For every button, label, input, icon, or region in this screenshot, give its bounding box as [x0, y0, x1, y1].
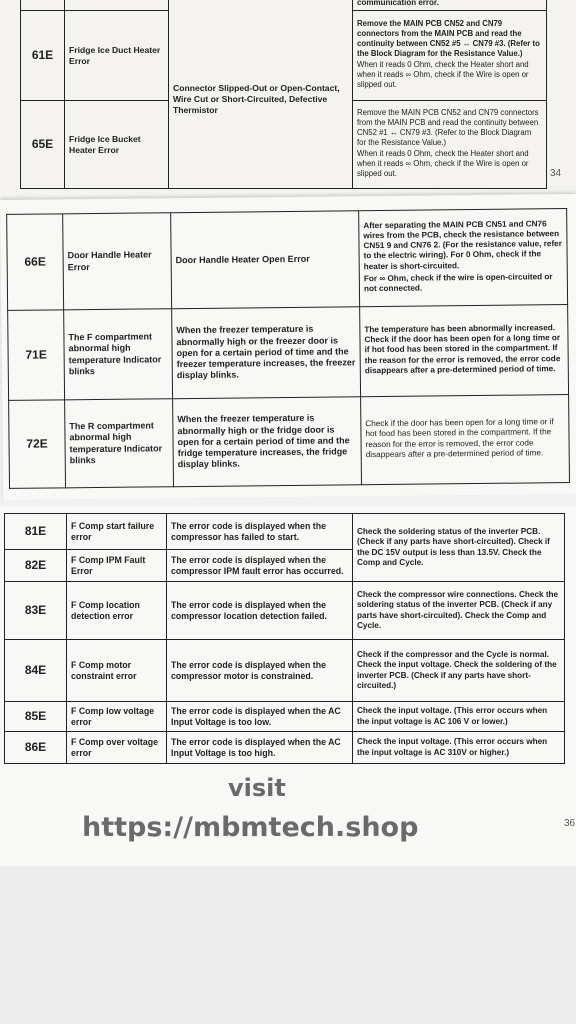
action-line: When it reads 0 Ohm, check the Heater short and when it reads ∞ Ohm, check if the Wire is open or slipped out.	[357, 149, 529, 178]
error-code: 66E	[7, 214, 64, 311]
action-line: Remove the MAIN PCB CN52 and CN79 connectors from the MAIN PCB and read the continuity between CN52 #5 ↔ CN79 #3. (Refer to the Block Diagram for the Resistance Value.)	[357, 19, 540, 58]
error-cause: The error code is displayed when the AC Input Voltage is too high.	[167, 732, 353, 764]
error-action: Check the soldering status of the inverter PCB. (Check if any parts have short-circuited). Check if the DC 15V output is less than 13.5V. Check the Comp and Cycle.	[353, 514, 565, 582]
error-action	[359, 209, 568, 307]
error-code: 71E	[8, 310, 65, 401]
action-line: For ∞ Ohm, check if the wire is open-circuited or not connected.	[363, 272, 553, 294]
blank-area	[0, 866, 576, 1024]
promo-url[interactable]: https://mbmtech.shop	[82, 812, 419, 843]
table-row	[21, 11, 547, 101]
manual-page-34	[0, 0, 576, 200]
error-name: F Comp location detection error	[67, 582, 167, 640]
page-number: 36	[564, 818, 576, 829]
table-row	[5, 582, 565, 640]
error-cause: When the freezer temperature is abnormally high or the freezer door is open for a certain period of time and the freezer temperature increases, the freezer display blinks.	[172, 307, 361, 399]
table-row	[5, 732, 565, 764]
table-row	[5, 640, 565, 702]
error-code: 65E	[21, 101, 65, 189]
error-code: 85E	[5, 702, 67, 732]
error-name: F Comp over voltage error	[67, 732, 167, 764]
error-name: The R compartment abnormal high temperature Indicator blinks	[65, 399, 174, 488]
error-code-table-page-35	[6, 208, 570, 489]
table-row	[5, 514, 565, 550]
error-action: Check the compressor wire connections. Check the soldering status of the inverter PCB. (Check if any parts have short-circuited). Check the Comp and Cycle.	[353, 582, 565, 640]
manual-page-36	[0, 506, 576, 866]
error-cause: The error code is displayed when the AC Input Voltage is too low.	[167, 702, 353, 732]
error-cause: Door Handle Heater Open Error	[171, 211, 360, 309]
table-row	[21, 0, 547, 11]
error-action	[353, 11, 547, 101]
action-line: When it reads 0 Ohm, check the Heater short and when it reads ∞ Ohm, check if the Wire is open or slipped out.	[357, 60, 529, 89]
error-action: Check the input voltage. (This error occurs when the input voltage is AC 310V or higher.)	[353, 732, 565, 764]
error-cause: The error code is displayed when the compressor has failed to start.	[167, 514, 353, 550]
error-code: 82E	[5, 550, 67, 582]
error-cause: The error code is displayed when the compressor location detection failed.	[167, 582, 353, 640]
action-line: Remove the MAIN PCB CN52 and CN79 connectors from the MAIN PCB and read the continuity between CN52 #1 ↔ CN79 #3. (Refer to the Block Diagram for the Resistance Value.)	[357, 108, 539, 147]
table-row	[8, 305, 569, 401]
action-line: The temperature has been abnormally increased. Check if the door has been open for a long time or if hot food has been stored in the compartment. If the reason for the error is removed, the error code disappears after a pre-determined period of time.	[364, 323, 561, 376]
error-cause: When the freezer temperature is abnormally high or the fridge door is open for a certain period of time and the fridge temperature increases, the fridge display blinks.	[173, 397, 362, 487]
table-row	[9, 395, 570, 489]
error-name: F Comp start failure error	[67, 514, 167, 550]
error-name: Fridge Ice Bucket Heater Error	[65, 101, 169, 189]
truncated-cell: communication error.	[353, 0, 547, 11]
error-code: 83E	[5, 582, 67, 640]
error-code-table-page-34	[20, 0, 547, 189]
action-line: Check if the door has been open for a long time or if hot food has been stored in the compartment. If the reason for the error is removed, the error code disappears after a pre-determined period of time.	[365, 417, 554, 459]
error-cause: The error code is displayed when the compressor motor is constrained.	[167, 640, 353, 702]
error-code-table-page-36	[4, 513, 565, 764]
error-code: 84E	[5, 640, 67, 702]
error-code: 81E	[5, 514, 67, 550]
error-action	[353, 101, 547, 189]
error-name: Fridge Ice Duct Heater Error	[65, 11, 169, 101]
error-name: F Comp IPM Fault Error	[67, 550, 167, 582]
error-code: 72E	[9, 400, 66, 489]
visit-label: visit	[228, 774, 286, 802]
error-name: F Comp low voltage error	[67, 702, 167, 732]
page-number: 34	[550, 168, 562, 179]
error-action: Check if the compressor and the Cycle is normal. Check the input voltage. Check the soldering of the inverter PCB. (Check if any parts have short-circuited.)	[353, 640, 565, 702]
error-action	[360, 305, 569, 397]
action-line: After separating the MAIN PCB CN51 and CN76 wires from the PCB, check the resistance between CN51 9 and CN76 2. (For the resistance value, refer to the electric wiring). For 0 Ohm, check if the heater is short-circuited.	[363, 218, 562, 271]
error-cause: Connector Slipped-Out or Open-Contact, Wire Cut or Short-Circuited, Defective Thermistor	[169, 11, 353, 189]
error-code: 61E	[21, 11, 65, 101]
table-row	[7, 209, 568, 311]
table-row	[5, 702, 565, 732]
error-code: 86E	[5, 732, 67, 764]
error-action	[361, 395, 570, 485]
error-name: F Comp motor constraint error	[67, 640, 167, 702]
error-name: The F compartment abnormal high temperature Indicator blinks	[64, 309, 173, 400]
error-cause: The error code is displayed when the compressor IPM fault error has occurred.	[167, 550, 353, 582]
manual-page-35	[0, 194, 576, 500]
error-action: Check the input voltage. (This error occurs when the input voltage is AC 106 V or lower.)	[353, 702, 565, 732]
error-name: Door Handle Heater Error	[63, 213, 172, 310]
